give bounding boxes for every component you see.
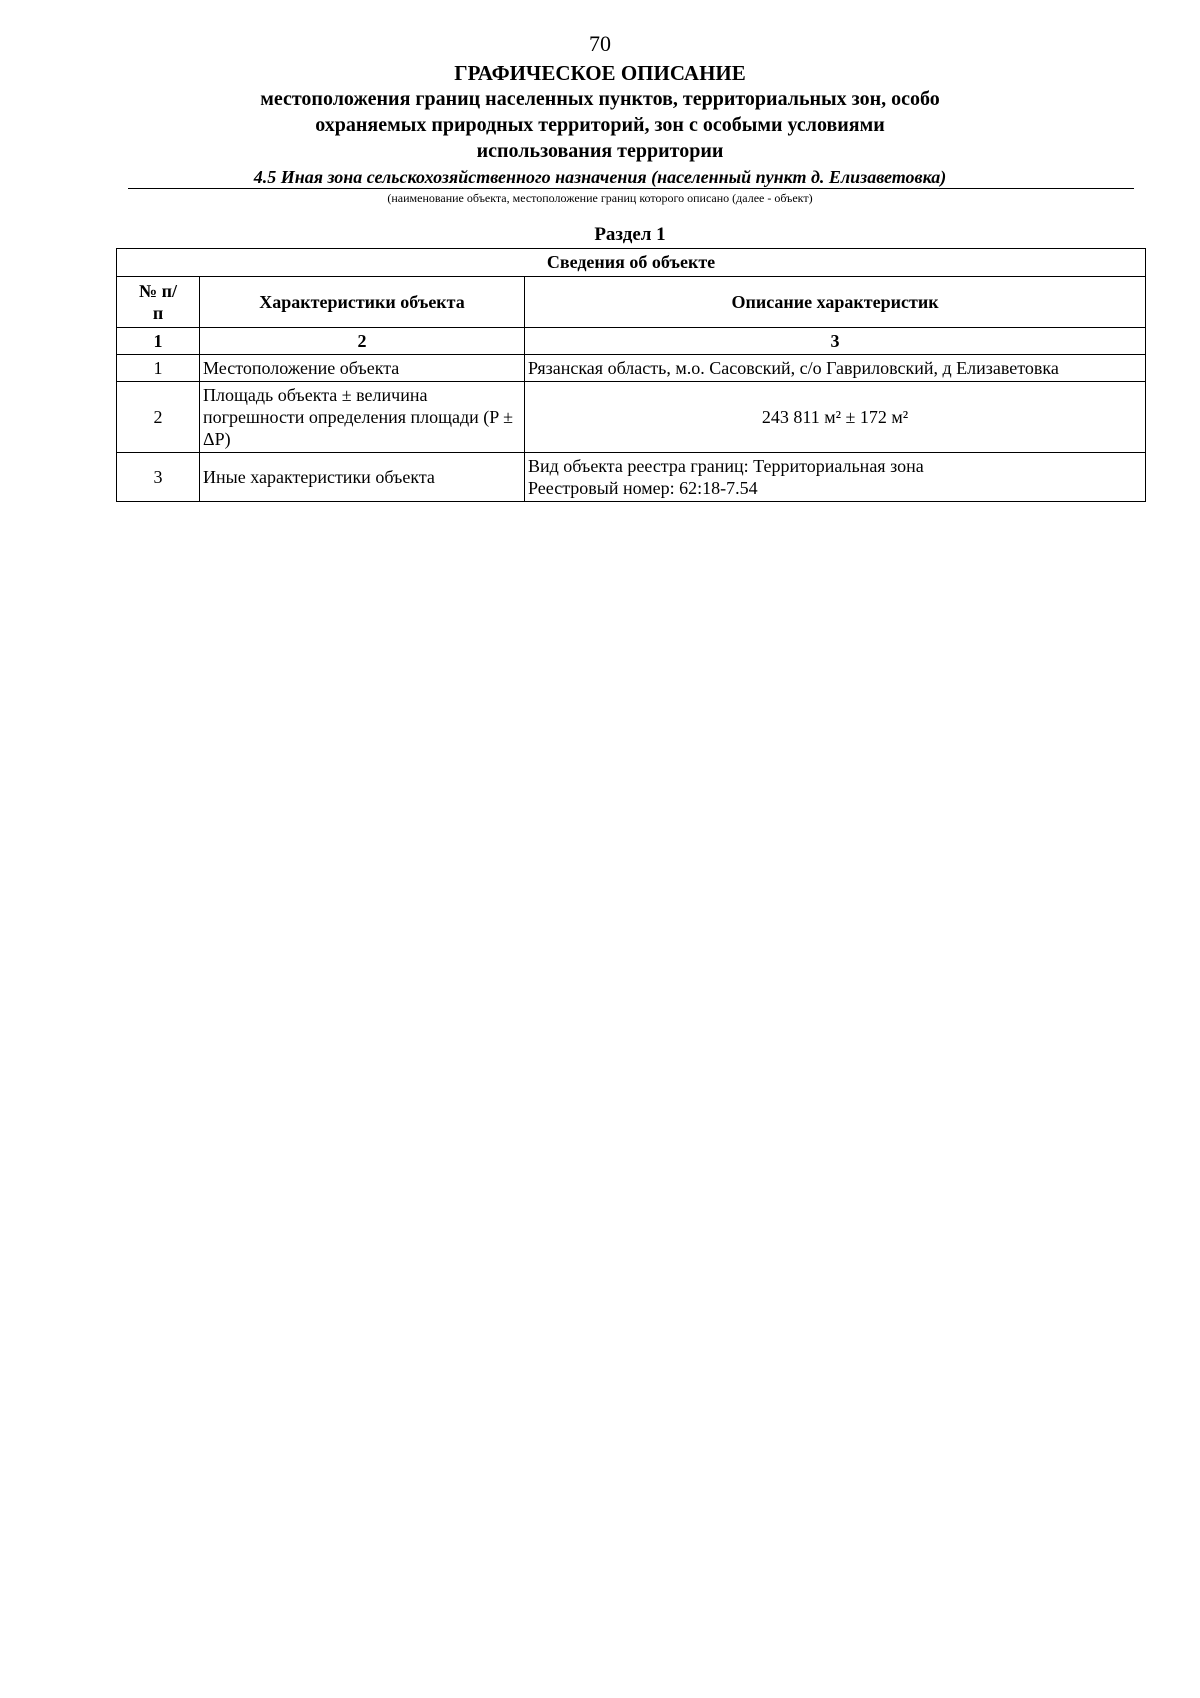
column-number-1: 1: [117, 328, 200, 355]
object-name-caption: (наименование объекта, местоположение границ которого описано (далее - объект): [387, 191, 813, 205]
column-number-row: [117, 328, 1146, 355]
column-header-num: [117, 277, 200, 328]
object-info-table: [116, 248, 1146, 502]
row-description-line: Реестровый номер: 62:18-7.54: [528, 478, 758, 498]
column-header-num-label: № п/п: [139, 281, 177, 323]
column-number-2: 2: [200, 328, 525, 355]
row-characteristic: Местоположение объекта: [200, 355, 525, 382]
document-header: [0, 60, 1200, 189]
row-number: 3: [117, 453, 200, 502]
table-caption: Сведения об объекте: [117, 249, 1146, 277]
page-number: 70: [589, 31, 611, 56]
object-name: 4.5 Иная зона сельскохозяйственного назначения (населенный пункт д. Елизаветовка): [253, 167, 947, 187]
table-row: [117, 355, 1146, 382]
table-row: [117, 382, 1146, 453]
document-title: ГРАФИЧЕСКОЕ ОПИСАНИЕ: [454, 61, 746, 85]
table-row: [117, 453, 1146, 502]
row-description-line: Вид объекта реестра границ: Территориальная зона: [528, 456, 924, 476]
document-subtitle: местоположения границ населенных пунктов, территориальных зон, особо охраняемых природных территорий, зон с особыми условиями использования территории: [260, 88, 940, 162]
column-number-3: 3: [525, 328, 1146, 355]
row-number: 2: [117, 382, 200, 453]
row-description: Рязанская область, м.о. Сасовский, с/о Гавриловский, д Елизаветовка: [525, 355, 1146, 382]
table-header-row: [117, 277, 1146, 328]
column-header-characteristic: Характеристики объекта: [200, 277, 525, 328]
object-name-underline: [128, 188, 1134, 189]
row-characteristic: Площадь объекта ± величина погрешности определения площади (P ± ΔP): [200, 382, 525, 453]
row-characteristic: Иные характеристики объекта: [200, 453, 525, 502]
table-caption-row: [117, 249, 1146, 277]
row-description: [525, 453, 1146, 502]
row-number: 1: [117, 355, 200, 382]
section-title: Раздел 1: [594, 224, 666, 245]
column-header-description: Описание характеристик: [525, 277, 1146, 328]
row-description: 243 811 м² ± 172 м²: [525, 382, 1146, 453]
